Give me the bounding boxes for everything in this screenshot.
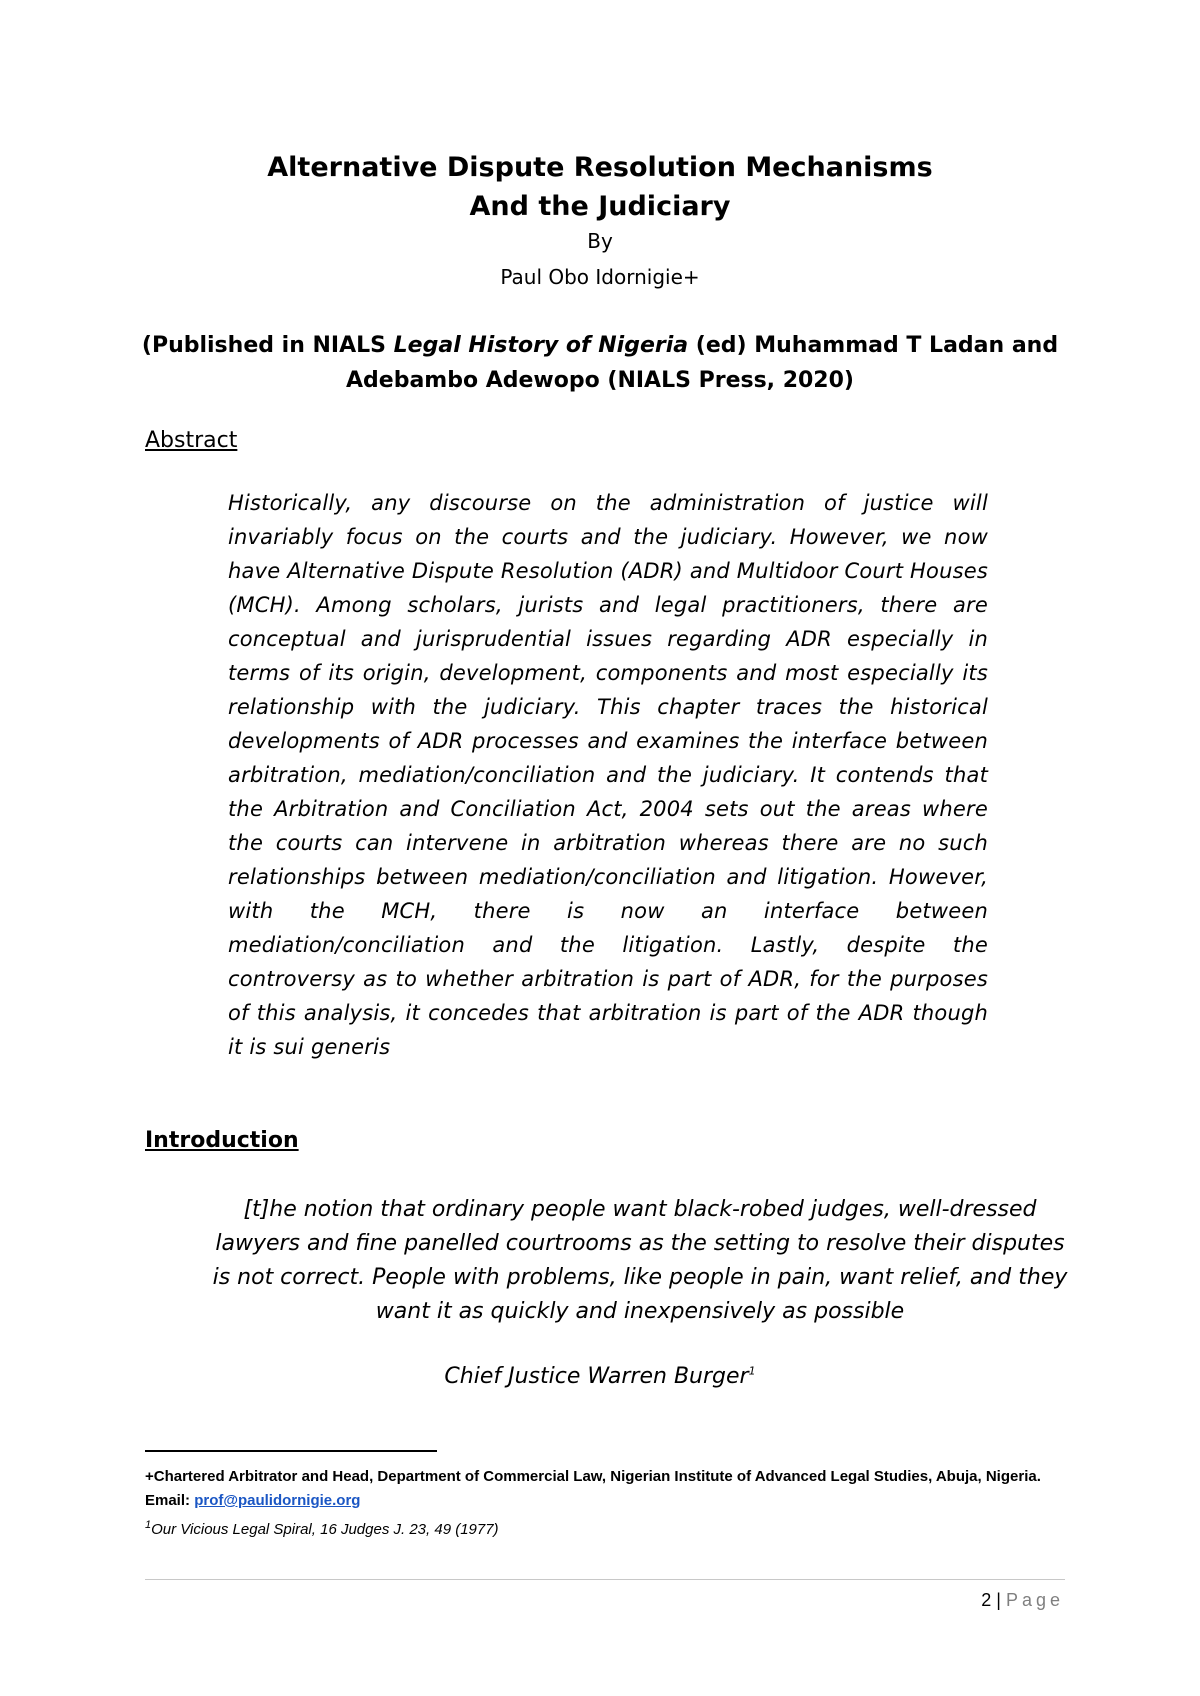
footnote-author xyxy=(145,1465,1075,1513)
title-line-2: And the Judiciary xyxy=(469,191,731,222)
introduction-heading: Introduction xyxy=(145,1128,299,1153)
footnote-author-text: +Chartered Arbitrator and Head, Department of Commercial Law, Nigerian Institute of Advanced Legal Studies, Abuja, Nigeria. Email: xyxy=(145,1468,1041,1509)
abstract-heading: Abstract xyxy=(145,428,238,453)
footnote-reference[interactable]: 1 xyxy=(748,1364,756,1378)
by-line: By xyxy=(587,229,613,253)
author-name: Paul Obo Idornigie+ xyxy=(500,265,700,289)
footer-rule xyxy=(145,1579,1065,1580)
publication-note xyxy=(130,328,1070,398)
epigraph-quote: [t]he notion that ordinary people want black-robed judges, well-dressed lawyers and fine panelled courtrooms as the setting to resolve their disputes is not correct. People with problems, like people in pain, want relief, and they want it as quickly and inexpensively as possible xyxy=(212,1197,1068,1324)
page-separator: | xyxy=(991,1590,1006,1610)
title-line-1: Alternative Dispute Resolution Mechanisms xyxy=(267,152,933,183)
email-link[interactable]: prof@paulidornigie.org xyxy=(194,1492,361,1509)
page-label: Page xyxy=(1005,1590,1064,1610)
footnote-1-text: Our Vicious Legal Spiral, 16 Judges J. 23, 49 (1977) xyxy=(151,1521,499,1538)
publication-suffix: (ed) Muhammad T Ladan and Adebambo Adewopo (NIALS Press, 2020) xyxy=(346,333,1059,393)
page-number: 2 xyxy=(981,1590,992,1610)
abstract-text: Historically, any discourse on the administration of justice will invariably focus on the courts and the judiciary. However, we now have Alternative Dispute Resolution (ADR) and Multidoor Court Houses (MCH). Among scholars, jurists and legal practitioners, there are conceptual and jurisprudential issues regarding ADR especially in terms of its origin, development, components and most especially its relationship with the judiciary. This chapter traces the historical developments of ADR processes and examines the interface between arbitration, mediation/conciliation and the judiciary. It contends that the Arbitration and Conciliation Act, 2004 sets out the areas where the courts can intervene in arbitration whereas there are no such relationships between mediation/conciliation and litigation. However, with the MCH, there is now an interface between mediation/conciliation and the litigation. Lastly, despite the controversy as to whether arbitration is part of ADR, for the purposes of this analysis, it concedes that arbitration is part of the ADR though it is sui generis xyxy=(228,491,988,1059)
page-footer xyxy=(981,1590,1064,1611)
footnote-1-mark: 1 xyxy=(145,1519,152,1531)
footnote-separator xyxy=(145,1450,437,1452)
publication-book-title: Legal History of Nigeria xyxy=(393,333,689,358)
quote-attribution xyxy=(0,1364,1200,1389)
publication-prefix: (Published in NIALS xyxy=(141,333,394,358)
footnote-1 xyxy=(145,1513,1075,1542)
attribution-name: Chief Justice Warren Burger xyxy=(444,1364,749,1389)
